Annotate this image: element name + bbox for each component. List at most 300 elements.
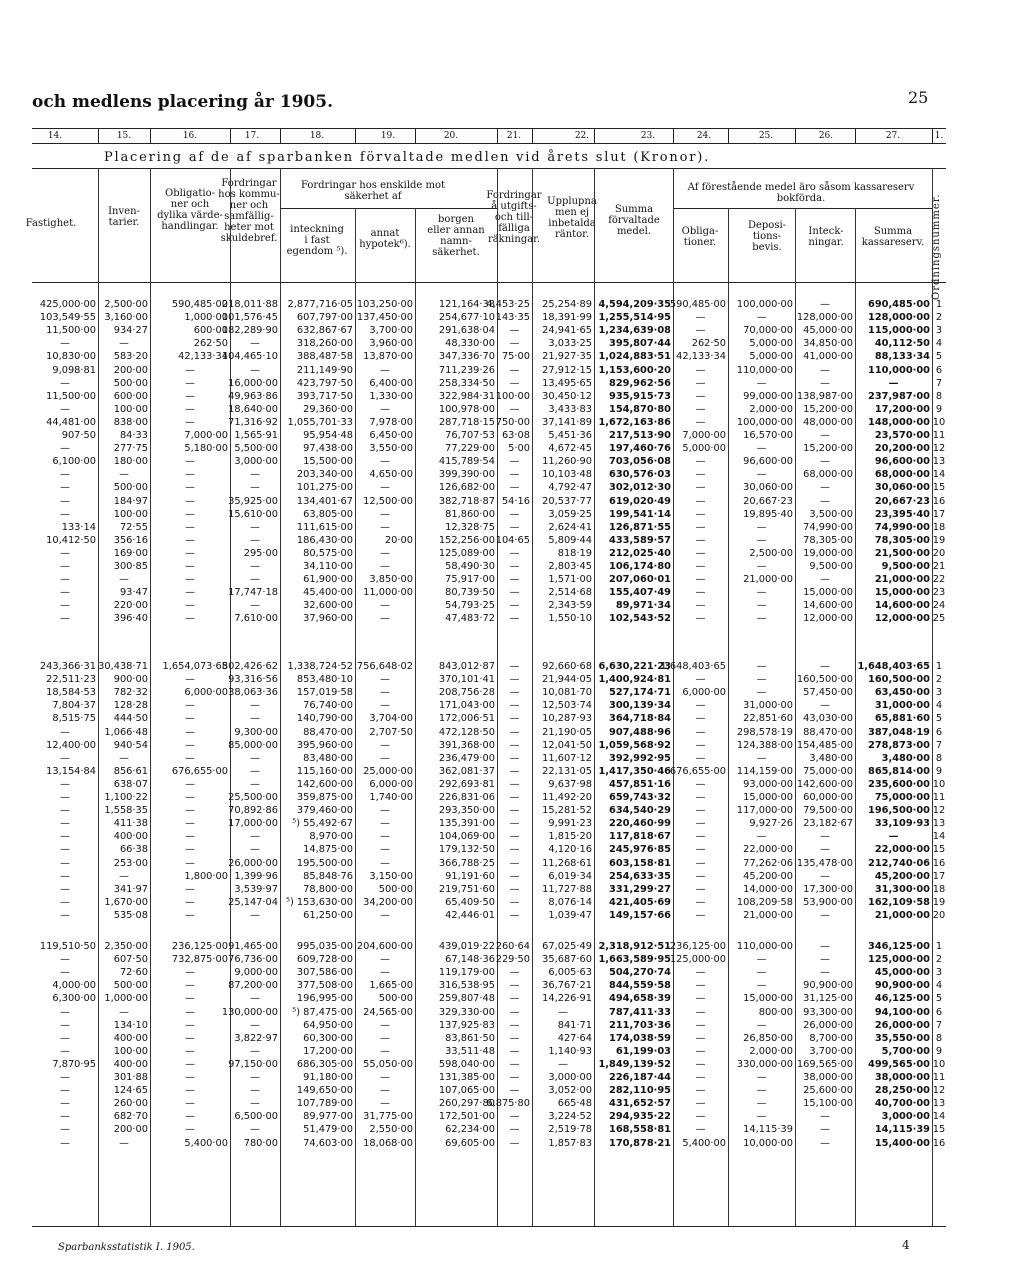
table-cell: 115,160·00 (296, 765, 353, 777)
table-cell: 49,963·86 (228, 390, 278, 402)
table-cell: 78,305·00 (874, 534, 930, 546)
table-cell: 208,756·28 (438, 687, 495, 699)
table-cell: 97,150·00 (228, 1058, 278, 1070)
table-cell: 110,000·00 (736, 364, 793, 376)
table-cell: 4,594,209·35 (598, 299, 671, 310)
row-number: 3 (935, 325, 943, 337)
table-cell: 400·00 (113, 1058, 148, 1070)
table-cell: 1,550·10 (548, 613, 592, 625)
table-cell: — (185, 1124, 195, 1136)
row-number: 5 (935, 713, 943, 725)
table-cell: — (695, 1058, 706, 1070)
table-cell: 388,487·58 (296, 351, 353, 363)
table-cell: — (820, 456, 830, 468)
table-cell: 11,727·88 (542, 883, 592, 895)
header-depositionsbevis: Deposi- tions- bevis. (747, 220, 787, 253)
table-cell: 134·10 (113, 1019, 148, 1031)
table-cell: — (380, 674, 390, 686)
table-cell: 26,000·00 (874, 1019, 930, 1031)
table-cell: 1,399·96 (234, 870, 278, 882)
row-number: 8 (935, 1032, 943, 1044)
table-cell: 294,935·22 (609, 1111, 671, 1123)
table-cell: — (185, 857, 195, 869)
table-cell: 856·61 (113, 765, 148, 777)
table-cell: 3,433·83 (548, 403, 592, 415)
table-cell: — (119, 469, 129, 481)
table-cell: 71,316·92 (228, 416, 278, 428)
table-cell: 226,831·06 (438, 792, 495, 803)
table-cell: — (820, 574, 830, 586)
table-cell: 1,338,724·52 (287, 661, 353, 672)
table-cell: 853,480·10 (296, 674, 353, 686)
table-cell: — (185, 818, 195, 830)
table-cell: — (185, 713, 195, 725)
table-cell: — (888, 377, 899, 389)
table-cell: — (756, 377, 767, 389)
table-cell: 907,488·96 (609, 726, 671, 738)
table-cell: 843,012·87 (438, 661, 495, 672)
table-cell: 72·55 (119, 521, 148, 533)
table-cell: 21,944·05 (542, 674, 592, 686)
table-cell: — (250, 482, 260, 494)
table-cell: 23,182·67 (803, 818, 853, 830)
table-cell: — (695, 377, 706, 389)
table-cell: — (820, 1137, 830, 1149)
header-kassareserv-group: Af förestående medel äro såsom kassareserv bokförda. (687, 182, 915, 204)
table-cell: — (380, 1032, 390, 1044)
table-cell: 169·00 (113, 547, 148, 559)
table-cell: — (695, 857, 706, 869)
table-cell: 37,960·00 (303, 613, 353, 625)
table-cell: 27,912·15 (542, 364, 592, 376)
table-cell: — (509, 739, 520, 751)
table-cell: 6,000·00 (184, 687, 228, 699)
table-cell: 600·00 (113, 390, 148, 402)
table-cell: 51,479·00 (303, 1124, 353, 1136)
table-cell: 1,066·48 (104, 726, 148, 738)
table-cell: 2,519·78 (548, 1124, 592, 1136)
table-cell: 1,234,639·08 (598, 325, 671, 337)
table-cell: — (119, 338, 129, 350)
table-cell: — (509, 325, 520, 337)
table-cell: — (695, 1032, 706, 1044)
table-cell: 1,400,924·81 (598, 674, 671, 686)
table-cell: 236,125·00 (669, 941, 726, 952)
table-cell: 13,495·65 (542, 377, 592, 389)
table-cell: 100·00 (113, 1045, 148, 1057)
table-cell: 14,000·00 (743, 883, 793, 895)
table-cell: 322,984·31 (438, 390, 495, 402)
table-cell: — (509, 1111, 520, 1123)
table-cell: 329,330·00 (438, 1006, 495, 1018)
table-cell: — (695, 521, 706, 533)
column-rule (594, 168, 595, 1226)
table-cell: 60,000·00 (803, 792, 853, 803)
table-cell: — (509, 909, 520, 921)
table-cell: 106,174·80 (609, 561, 671, 572)
table-cell: 62,234·00 (445, 1124, 495, 1136)
table-cell: — (695, 495, 706, 507)
table-cell: — (60, 896, 70, 908)
table-cell: — (185, 364, 195, 376)
table-cell: 88,470·00 (803, 726, 853, 738)
table-cell: 330,000·00 (736, 1058, 793, 1070)
table-cell: — (380, 831, 390, 843)
table-cell: 7,000·00 (184, 430, 228, 441)
table-cell: 199,541·14 (609, 508, 671, 520)
table-cell: — (250, 469, 260, 481)
table-cell: — (185, 993, 195, 1005)
table-cell: 300,139·34 (609, 700, 671, 712)
table-cell: — (820, 941, 830, 952)
table-cell: — (820, 661, 830, 672)
row-number: 11 (932, 1072, 946, 1083)
table-cell: — (185, 587, 195, 599)
table-cell: — (756, 967, 767, 979)
table-cell: 6,005·63 (548, 967, 592, 979)
table-cell: 140,790·00 (296, 713, 353, 725)
table-cell: — (60, 1085, 70, 1097)
table-cell: — (695, 870, 706, 882)
table-caption: Placering af de af sparbanken förvaltade medlen vid årets slut (Kronor). (104, 150, 711, 165)
table-cell: 12,000·00 (874, 613, 930, 625)
table-cell: — (380, 613, 390, 625)
table-cell: — (695, 482, 706, 494)
table-cell: 382,718·87 (438, 495, 495, 507)
table-cell: 395,960·00 (296, 739, 353, 751)
column-number-divider (415, 129, 416, 143)
table-cell: 499,565·00 (868, 1058, 930, 1070)
table-cell: 16,000·00 (228, 377, 278, 389)
table-cell: — (60, 443, 70, 455)
table-cell: 17,747·18 (228, 587, 278, 599)
table-cell: 362,081·37 (438, 765, 495, 777)
table-cell: — (185, 390, 195, 402)
table-cell: 392,992·95 (609, 752, 671, 764)
table-cell: 3,059·25 (548, 508, 592, 520)
table-cell: 111,615·00 (296, 521, 353, 533)
table-cell: — (380, 547, 390, 559)
table-cell: 63·08 (501, 430, 530, 441)
table-cell: 387,048·19 (868, 726, 930, 738)
table-cell: 5,400·00 (682, 1137, 726, 1149)
table-cell: 457,851·16 (609, 778, 671, 790)
table-cell: 5,000·00 (749, 351, 793, 363)
table-cell: — (380, 844, 390, 856)
row-number: 8 (935, 390, 943, 402)
table-cell: — (695, 831, 706, 843)
row-number: 18 (932, 521, 946, 533)
table-cell: 2,500·00 (749, 547, 793, 559)
page-title: och medlens placering år 1905. (32, 92, 334, 112)
table-cell: 780·00 (243, 1137, 278, 1149)
table-cell: 91,465·00 (228, 941, 278, 952)
table-cell: 9,000·00 (234, 967, 278, 979)
column-number-divider (594, 129, 595, 143)
table-cell: 93,316·56 (228, 674, 278, 686)
table-cell: 18,391·99 (542, 312, 592, 324)
table-cell: — (756, 561, 767, 572)
column-number: 22. (574, 131, 590, 141)
table-cell: — (185, 778, 195, 790)
row-number: 15 (932, 482, 946, 494)
table-cell: 142,600·00 (296, 778, 353, 790)
table-cell: 1,558·35 (104, 805, 148, 817)
column-number-divider (532, 129, 533, 143)
table-cell: — (250, 364, 260, 376)
table-cell: ⁵) 87,475·00 (292, 1006, 353, 1018)
table-cell: 11,500·00 (46, 390, 96, 402)
table-cell: 1,571·00 (548, 574, 592, 586)
table-cell: 110,000·00 (868, 364, 930, 376)
table-cell: — (185, 482, 195, 494)
table-cell: 14,115·39 (874, 1124, 930, 1136)
table-cell: 25,000·00 (363, 765, 413, 777)
table-cell: — (250, 909, 260, 921)
column-number-divider (497, 129, 498, 143)
table-cell: 307,586·00 (296, 967, 353, 979)
row-number: 9 (935, 1045, 943, 1057)
table-cell: — (60, 495, 70, 507)
table-cell: 23,570·00 (874, 430, 930, 441)
table-cell: 203,340·00 (296, 469, 353, 481)
table-cell: — (695, 778, 706, 790)
table-cell: — (380, 954, 390, 966)
table-cell: 3,160·00 (104, 312, 148, 324)
table-cell: — (509, 547, 520, 559)
row-number: 21 (932, 561, 946, 572)
table-cell: 15,000·00 (803, 587, 853, 599)
table-cell: — (509, 674, 520, 686)
table-cell: — (380, 1098, 390, 1110)
table-cell: — (756, 1098, 767, 1110)
table-cell: — (509, 778, 520, 790)
table-cell: 3,224·52 (548, 1111, 592, 1123)
table-cell: 3,052·00 (548, 1085, 592, 1097)
table-cell: — (185, 1006, 195, 1018)
table-cell: 3,000·00 (548, 1072, 592, 1083)
table-cell: — (380, 818, 390, 830)
table-cell: — (695, 726, 706, 738)
table-cell: — (380, 752, 390, 764)
row-number: 13 (932, 1098, 946, 1110)
page-number: 25 (908, 88, 929, 107)
table-cell: — (695, 364, 706, 376)
table-cell: 142,600·00 (796, 778, 853, 790)
table-cell: — (185, 831, 195, 843)
table-cell: 4,672·45 (548, 443, 592, 455)
table-cell: — (380, 456, 390, 468)
table-cell: 1,039·47 (548, 909, 592, 921)
table-cell: — (695, 613, 706, 625)
table-cell: 9,927·26 (749, 818, 793, 830)
table-cell: — (509, 1045, 520, 1057)
table-cell: 829,962·56 (609, 377, 671, 389)
table-cell: — (509, 574, 520, 586)
table-cell: 17,300·00 (803, 883, 853, 895)
table-cell: 30,060·00 (874, 482, 930, 494)
table-cell: 782·32 (113, 687, 148, 699)
table-cell: 20·00 (384, 534, 413, 546)
table-cell: 427·64 (557, 1032, 592, 1044)
row-number: 9 (935, 403, 943, 415)
table-cell: 31,000·00 (874, 700, 930, 712)
table-cell: — (60, 469, 70, 481)
table-cell: 609,728·00 (296, 954, 353, 966)
table-cell: 88,133·34 (874, 351, 930, 363)
table-cell: — (695, 325, 706, 337)
table-cell: 45,200·00 (874, 870, 930, 882)
table-cell: 18,584·53 (46, 687, 96, 699)
table-cell: — (509, 587, 520, 599)
table-cell: — (695, 1085, 706, 1097)
table-cell: 400·00 (113, 1032, 148, 1044)
table-cell: 172,501·00 (438, 1111, 495, 1123)
table-cell: — (185, 534, 195, 546)
table-cell: 6,019·34 (548, 870, 592, 882)
table-cell: 31,300·00 (874, 883, 930, 895)
table-cell: 262·50 (193, 338, 228, 350)
table-cell: 149,650·00 (296, 1085, 353, 1097)
table-cell: — (509, 883, 520, 895)
table-cell: 260,297·80 (438, 1098, 495, 1110)
row-number: 3 (935, 687, 943, 699)
table-cell: 4,000·00 (52, 980, 96, 992)
table-cell: — (250, 778, 260, 790)
table-cell: — (509, 805, 520, 817)
table-cell: 4,453·25 (486, 299, 530, 310)
table-cell: — (509, 967, 520, 979)
table-cell: 70,892·86 (228, 805, 278, 817)
table-cell: 431,652·57 (609, 1098, 671, 1110)
table-cell: — (509, 561, 520, 572)
table-cell: 93,000·00 (743, 778, 793, 790)
table-cell: — (509, 993, 520, 1005)
table-cell: 400·00 (113, 831, 148, 843)
row-number: 17 (932, 870, 946, 882)
header-fastighet: Fastighet. (25, 218, 77, 229)
table-cell: — (60, 377, 70, 389)
column-number: 18. (309, 131, 325, 141)
table-cell: 117,818·67 (609, 831, 671, 843)
table-cell: 40,700·00 (874, 1098, 930, 1110)
table-cell: 61,199·03 (615, 1045, 671, 1057)
table-cell: 74,990·00 (874, 521, 930, 533)
column-number: 23. (640, 131, 656, 141)
table-cell: — (695, 909, 706, 921)
table-cell: — (695, 674, 706, 686)
table-cell: 22,511·23 (46, 674, 96, 686)
table-cell: 152,256·00 (438, 534, 495, 546)
table-cell: 399,390·00 (438, 469, 495, 481)
table-cell: 162,109·58 (868, 896, 930, 908)
table-cell: — (60, 338, 70, 350)
table-cell: — (695, 456, 706, 468)
table-cell: 10,081·70 (542, 687, 592, 699)
table-cell: 5·00 (508, 443, 530, 455)
table-cell: — (558, 1058, 568, 1070)
column-number: 27. (885, 131, 901, 141)
table-cell: 102,543·52 (609, 613, 671, 625)
table-cell: — (695, 534, 706, 546)
table-cell: — (509, 700, 520, 712)
table-cell: — (185, 752, 195, 764)
table-cell: 219,751·60 (438, 883, 495, 895)
table-cell: 48,000·00 (803, 416, 853, 428)
table-cell: 298,578·19 (736, 726, 793, 738)
table-cell: — (380, 1019, 390, 1031)
table-cell: 318,260·00 (296, 338, 353, 350)
table-cell: — (60, 600, 70, 612)
table-cell: — (185, 1019, 195, 1031)
table-cell: 134,401·67 (296, 495, 353, 507)
table-cell: 17,000·00 (228, 818, 278, 830)
table-cell: — (509, 818, 520, 830)
table-cell: 4,792·47 (548, 482, 592, 494)
table-cell: — (380, 739, 390, 751)
table-cell: 2,000·00 (749, 1045, 793, 1057)
table-cell: 6,875·80 (486, 1098, 530, 1110)
header-summa-medel: Summa förvaltade medel. (608, 204, 660, 237)
row-number: 22 (932, 574, 946, 586)
table-cell: — (185, 416, 195, 428)
table-cell: 370,101·41 (438, 674, 495, 686)
table-cell: 638·07 (113, 778, 148, 790)
table-cell: 1,255,514·95 (598, 312, 671, 324)
table-cell: 220·00 (113, 600, 148, 612)
table-cell: — (60, 547, 70, 559)
table-cell: — (509, 844, 520, 856)
table-cell: 65,881·60 (874, 713, 930, 725)
table-cell: — (185, 805, 195, 817)
table-cell: 54,793·25 (445, 600, 495, 612)
table-cell: 25,254·89 (542, 299, 592, 310)
table-cell: 676,655·00 (669, 765, 726, 777)
table-cell: — (820, 831, 830, 843)
table-cell: 6,450·00 (369, 430, 413, 441)
table-cell: 179,132·50 (438, 844, 495, 856)
table-cell: 396·40 (113, 613, 148, 625)
table-cell: 934·27 (113, 325, 148, 337)
table-cell: 423,797·50 (296, 377, 353, 389)
table-cell: 17,200·00 (874, 403, 930, 415)
table-cell: 197,460·76 (609, 443, 671, 455)
table-cell: 154,485·00 (796, 739, 853, 751)
table-cell: 3,033·25 (548, 338, 592, 350)
table-cell: 114,159·00 (736, 765, 793, 777)
table-cell: — (695, 390, 706, 402)
table-cell: 377,508·00 (296, 980, 353, 992)
column-number-divider (673, 129, 674, 143)
table-cell: — (250, 713, 260, 725)
table-cell: 20,667·23 (743, 495, 793, 507)
table-cell: — (756, 469, 767, 481)
table-cell: 125,000·00 (868, 954, 930, 966)
table-cell: 63,450·00 (874, 687, 930, 699)
table-cell: — (695, 1098, 706, 1110)
table-cell: 34,110·00 (303, 561, 353, 572)
table-cell: 100·00 (113, 508, 148, 520)
table-cell: — (185, 574, 195, 586)
table-cell: 75·00 (501, 351, 530, 363)
table-cell: 262·50 (691, 338, 726, 350)
table-cell: 91,191·60 (445, 870, 495, 882)
table-cell: — (695, 403, 706, 415)
table-cell: — (60, 403, 70, 415)
table-cell: 7,870·95 (52, 1058, 96, 1070)
table-cell: 174,038·59 (609, 1032, 671, 1044)
table-cell: — (888, 831, 899, 843)
